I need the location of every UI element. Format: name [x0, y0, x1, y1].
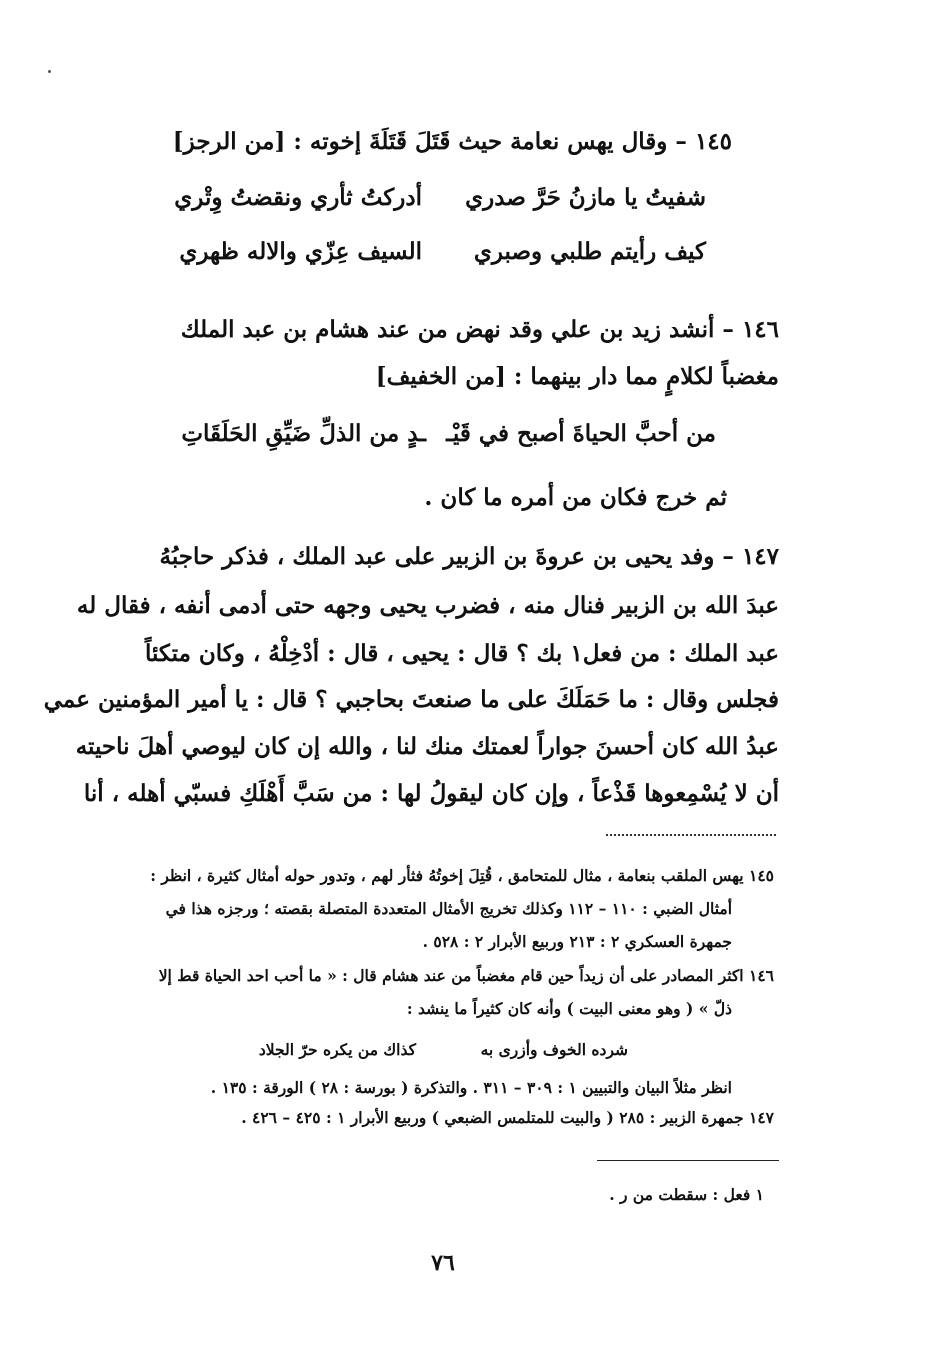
notes-divider — [606, 834, 776, 836]
note-145-line-2: أمثال الضبي : ١١٠ – ١١٢ وكذلك تخريج الأمثال المتعددة المتصلة بقصته ؛ ورجزه هذا في — [165, 899, 732, 918]
note-147-line-1: ١٤٧ جمهرة الزبير : ٢٨٥ ( والبيت للمتلمس الضبعي ) وربيع الأبرار ١ : ٤٢٥ – ٤٢٦ . — [241, 1108, 774, 1127]
verse-1-second-half: أدركتُ ثأري ونقضتُ وِتْري — [174, 184, 422, 211]
scan-speck — [48, 70, 51, 73]
verse-1-first-half: شفيتُ يا مازنُ حَرَّ صدري — [465, 184, 706, 211]
verse-2-second-half: السيف عِزّي والاله ظهري — [179, 238, 422, 265]
footnote-rule — [597, 1160, 779, 1161]
entry-146-closing: ثم خرج فكان من أمره ما كان . — [424, 484, 727, 511]
verse-3-second-half: ـدٍ من الذلِّ ضَيِّقِ الحَلَقَاتِ — [181, 420, 426, 447]
verse-3-first-half: من أحبَّ الحياةَ أصبح في قَيْـ — [446, 420, 716, 447]
entry-147-line-5: عبدُ الله كان أحسنَ جواراً لعمتك منك لنا ، والله إن كان ليوصي أهلَ ناحيته — [75, 733, 779, 760]
entry-147-heading: ١٤٧ – وفد يحيى بن عروةَ بن الزبير على عبد الملك ، فذكر حاجبُهُ — [159, 543, 779, 570]
page-number: ٧٦ — [431, 1250, 455, 1276]
entry-147-line-2: عبدَ الله بن الزبير فنال منه ، فضرب يحيى وجهه حتى أدمى أنفه ، فقال له — [76, 592, 779, 619]
note-146-line-1: ١٤٦ اكثر المصادر على أن زيداً حين قام مغضباً من عند هشام قال : « ما أحب احد الحياة قط إلا — [158, 966, 774, 985]
entry-146-heading: ١٤٦ – أنشد زيد بن علي وقد نهض من عند هشام بن عبد الملك — [180, 316, 779, 343]
entry-146-line-2: مغضباً لكلامٍ مما دار بينهما : [من الخفيف] — [375, 363, 779, 390]
entry-147-line-4: فجلس وقال : ما حَمَلَكَ على ما صنعتَ بحاجبي ؟ قال : يا أمير المؤمنين عمي — [43, 686, 779, 713]
entry-147-line-6: أن لا يُسْمِعوها قَذْعاً ، وإن كان ليقولُ لها : من سَبَّ أَهْلَكِ فسبّي أهله ، أنا — [83, 780, 779, 807]
note-145-line-3: جمهرة العسكري ٢ : ٢١٣ وربيع الأبرار ٢ : ٥٢٨ . — [422, 932, 732, 951]
note-146-line-2: ذلّ » ( وهو معنى البيت ) وأنه كان كثيراً ما ينشد : — [406, 999, 732, 1018]
entry-145-heading: ١٤٥ – وقال يهس نعامة حيث قَتَلَ قَتَلَةَ إخوته : [من الرجز] — [172, 128, 732, 155]
note-146-verse-second-half: كذاك من يكره حرّ الجلاد — [258, 1040, 416, 1059]
entry-147-line-3: عبد الملك : من فعل١ بك ؟ قال : يحيى ، قال : أدْخِلْهُ ، وكان متكئاً — [144, 640, 779, 667]
note-146-line-4: انظر مثلاً البيان والتبيين ١ : ٣٠٩ – ٣١١ . والتذكرة ( بورسة : ٢٨ ) الورقة : ١٣٥ . — [210, 1078, 732, 1097]
note-146-verse-first-half: شرده الخوف وأزرى به — [480, 1040, 628, 1059]
note-145-line-1: ١٤٥ يهس الملقب بنعامة ، مثال للمتحامق ، قُتِلَ إخوتُهُ فثأر لهم ، وتدور حوله أمثال كثيرة ، انظر : — [150, 866, 774, 885]
footnote-1: ١ فعل : سقطت من ر . — [609, 1185, 764, 1204]
verse-2-first-half: كيف رأيتم طلبي وصبري — [473, 238, 706, 265]
